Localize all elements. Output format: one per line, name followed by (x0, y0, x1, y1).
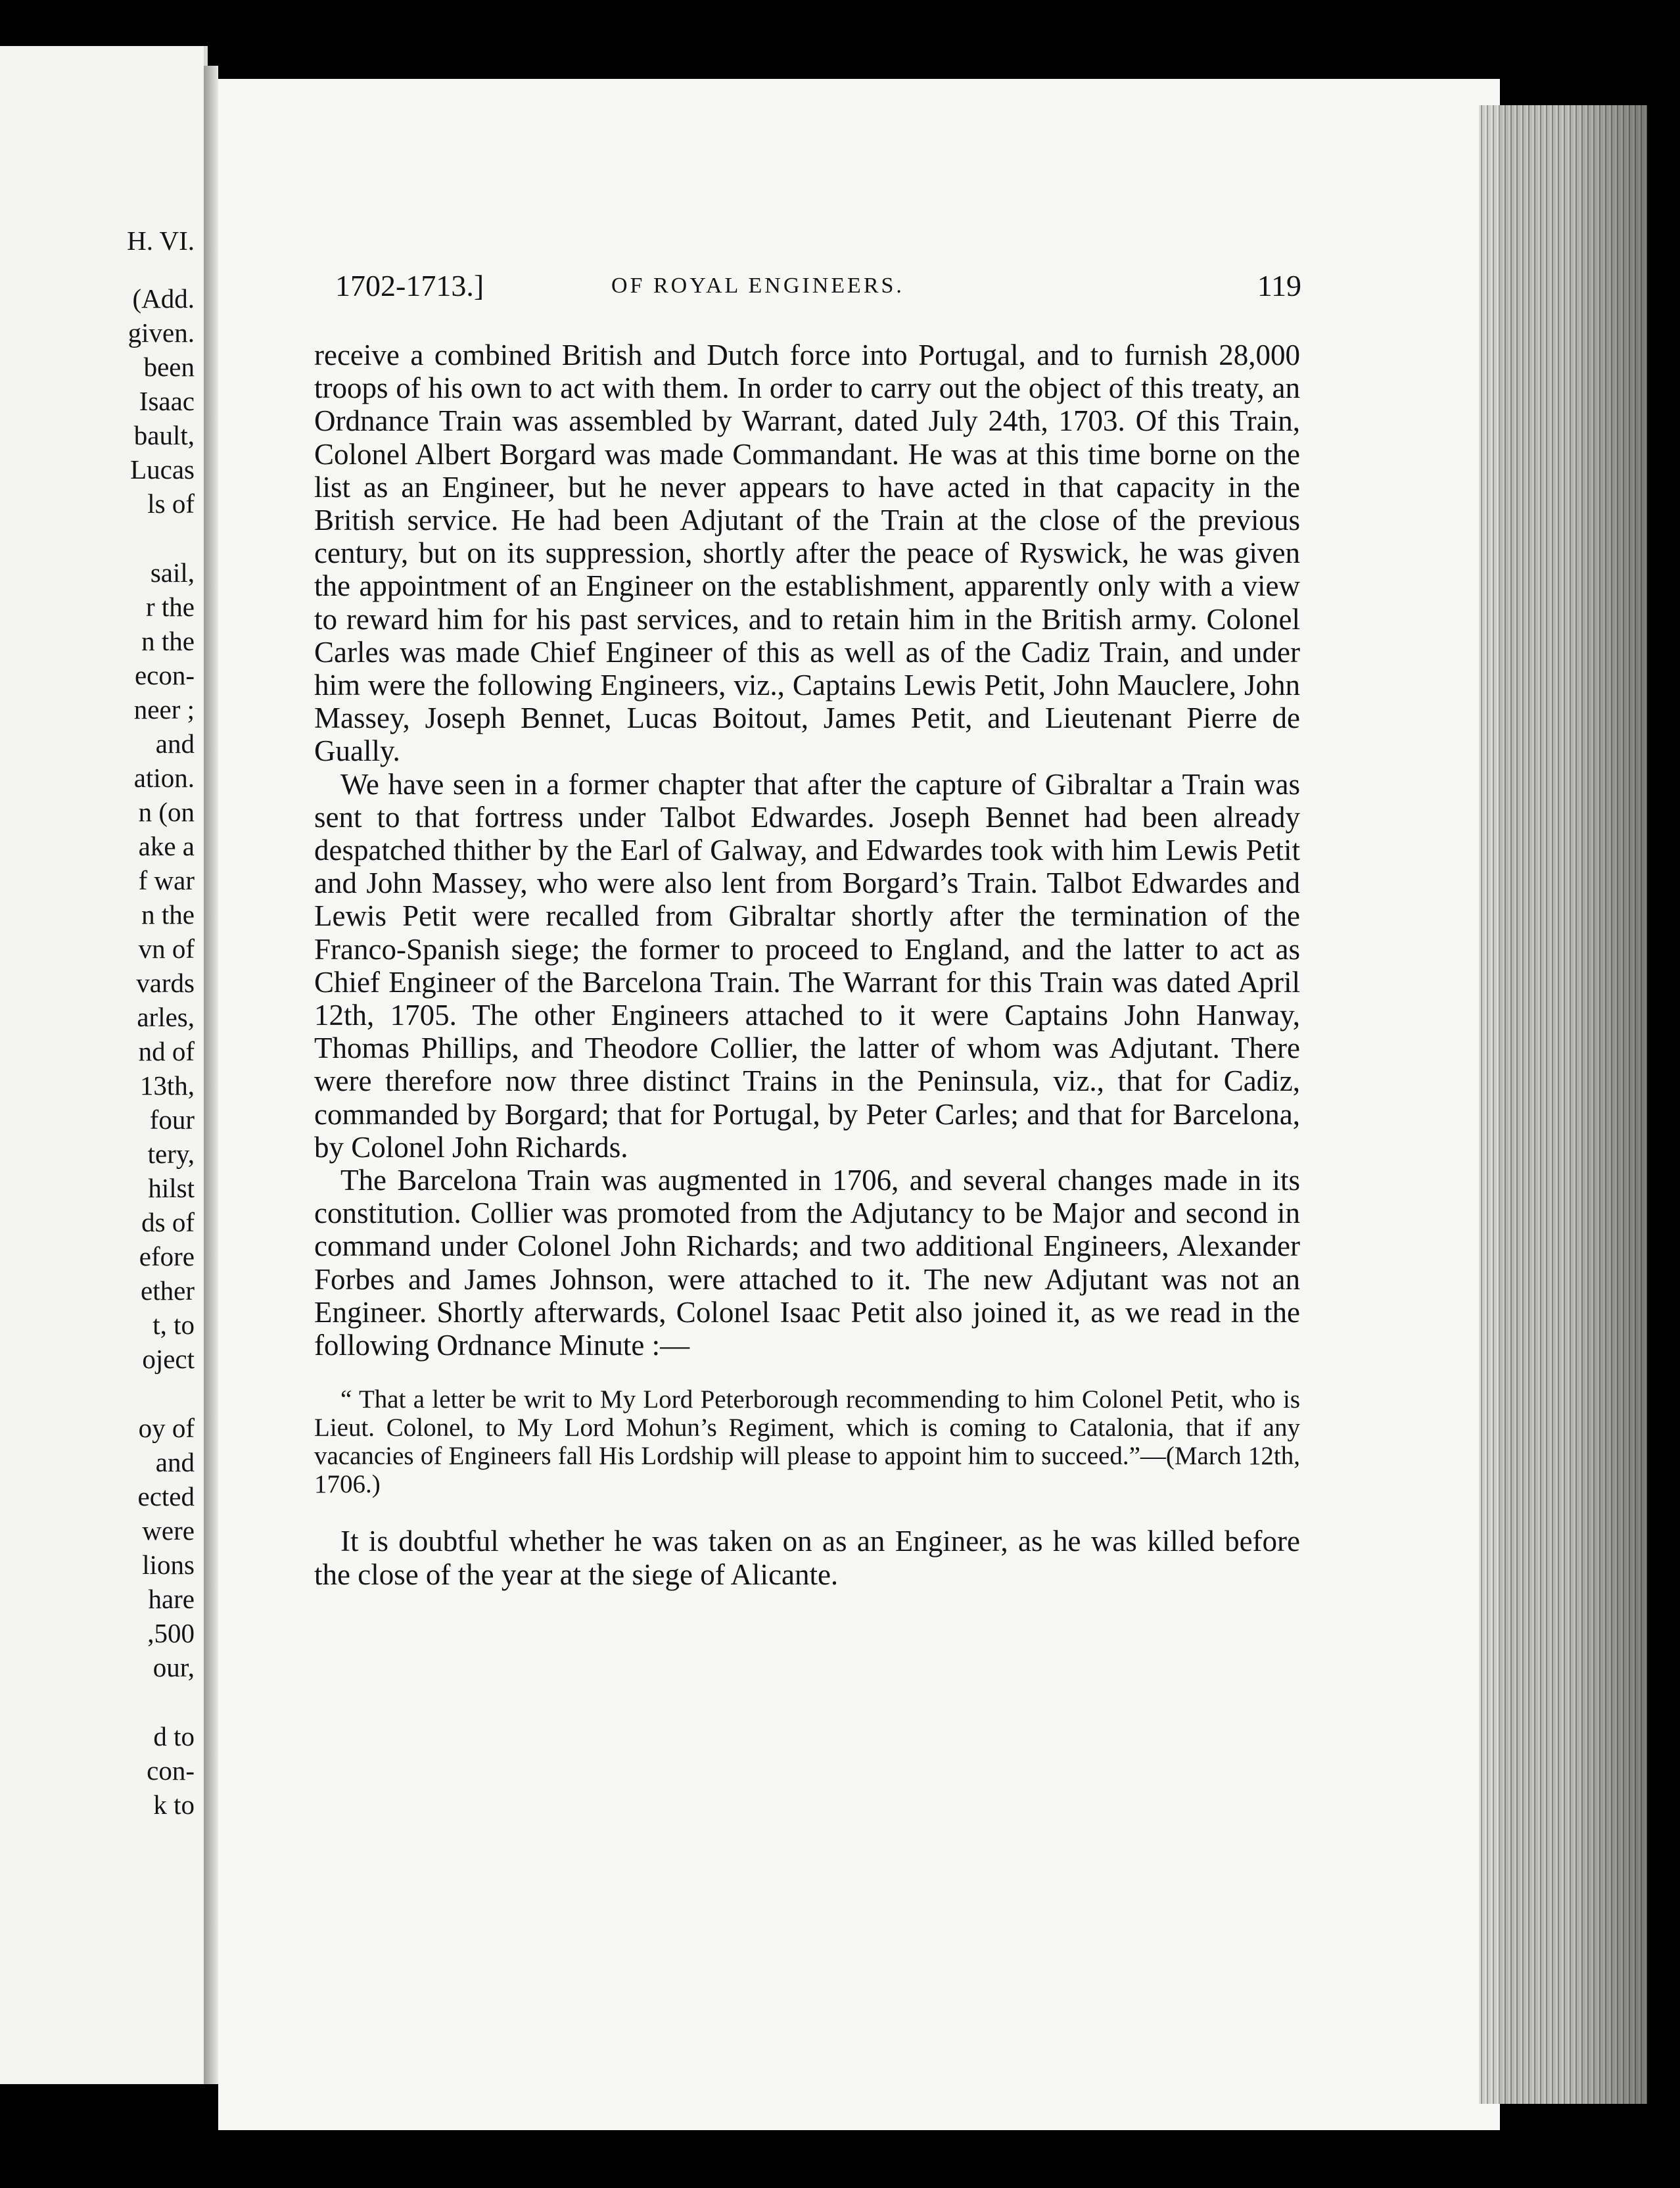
left-page-fragment: hilst (148, 1173, 195, 1203)
left-page-fragment: ls of (147, 488, 195, 519)
left-page-fragment: d to (153, 1721, 195, 1751)
left-page-fragment: r the (146, 592, 195, 622)
left-page-fragment: n the (141, 626, 195, 656)
left-page-fragment: con- (147, 1755, 195, 1786)
left-page-fragment: been (143, 352, 195, 382)
left-page-fragment: lions (142, 1550, 195, 1580)
left-page-fragment: ether (141, 1275, 195, 1306)
left-page-fragment: and (155, 1447, 195, 1477)
paragraph-1: receive a combined British and Dutch force into Portugal, and to furnish 28,000 troops of his own to act with them. In order to carry out the object of this treaty, an Ordnance Train was assembled by Warrant, dated July 24th, 1703. Of this Train, Colonel Albert Borgard was made Commandant. He was at this time borne on the list as an Engineer, but he never appears to have acted in that capacity in the British service. He had been Adjutant of the Train at the close of the previous century, but on its suppression, shortly after the peace of Ryswick, he was given the appointment of an Engineer on the establishment, apparently only with a view to reward him for his past services, and to retain him in the British army. Colonel Carles was made Chief Engineer of this as well as of the Cadiz Train, and under him were the following Engineers, viz., Captains Lewis Petit, John Mauclere, John Massey, Joseph Bennet, Lucas Boitout, James Petit, and Lieutenant Pierre de Gually. (314, 339, 1300, 768)
left-page-fragment: ation. (133, 763, 195, 793)
running-header (335, 268, 1301, 314)
page-edges-shadow (1564, 105, 1680, 2104)
left-page-fragment: n (on (138, 797, 195, 827)
left-page-fragment: 13th, (139, 1070, 195, 1101)
left-page-fragment: efore (139, 1241, 195, 1272)
left-page-fragment: ected (137, 1481, 195, 1511)
paragraph-2: We have seen in a former chapter that after the capture of Gibraltar a Train was sent to that fortress under Talbot Edwardes. Joseph Bennet had been already despatched thither by the Earl of Galway, and Edwardes took with him Lewis Petit and John Massey, who were also lent from Borgard’s Train. Talbot Edwardes and Lewis Petit were recalled from Gibraltar shortly after the termination of the Franco-Spanish siege; the former to proceed to England, and the latter to act as Chief Engineer of the Barcelona Train. The Warrant for this Train was dated April 12th, 1705. The other Engineers attached to it were Captains John Hanway, Thomas Phillips, and Theodore Collier, the latter of whom was Adjutant. There were therefore now three distinct Trains in the Peninsula, viz., that for Cadiz, commanded by Borgard; that for Portugal, by Peter Carles; and that for Barcelona, by Colonel John Richards. (314, 767, 1300, 1164)
left-page-fragment: Lucas (130, 454, 195, 485)
left-page-fragment: oject (142, 1344, 195, 1374)
left-page-fragment: ds of (141, 1207, 195, 1237)
left-page-fragment: neer ; (133, 694, 195, 725)
left-page-fragment: (Add. (132, 283, 195, 314)
body-text (314, 339, 1300, 1591)
page-number: 119 (1257, 269, 1301, 302)
left-page-fragment: n the (141, 899, 195, 930)
running-title: OF ROYAL ENGINEERS. (611, 274, 904, 298)
closing-paragraph: It is doubtful whether he was taken on as an Engineer, as he was killed before the close of the year at the siege of Alicante. (314, 1525, 1300, 1591)
ordnance-minute-quote: “ That a letter be writ to My Lord Peterborough recommending to him Colonel Petit, who is Lieut. Colonel, to My Lord Mohun’s Regiment, which is coming to Catalonia, that if any vacancies of Engineers fall His Lordship will please to appoint him to succeed.”—(March 12th, 1706.) (314, 1385, 1300, 1499)
left-page-fragment: econ- (134, 660, 195, 690)
left-page-fragment: H. VI. (127, 226, 195, 256)
header-years: 1702-1713.] (335, 269, 484, 302)
left-page-fragment: our, (152, 1652, 195, 1682)
left-page-fragment: hare (148, 1584, 195, 1614)
left-page-fragment: vards (136, 968, 195, 998)
left-page-fragment: nd of (138, 1036, 195, 1066)
left-page-fragment: four (149, 1105, 195, 1135)
left-page-fragment: given. (128, 318, 195, 348)
left-page-fragment: sail, (150, 558, 195, 588)
book-gutter (204, 66, 218, 2084)
left-page-fragment: arles, (137, 1002, 195, 1032)
left-page-fragment: vn of (138, 934, 195, 964)
left-page (0, 46, 208, 2084)
left-page-fragment: k to (153, 1790, 195, 1820)
left-page-fragment: ,500 (147, 1618, 195, 1648)
left-page-fragment: tery, (147, 1139, 195, 1169)
left-page-fragment: and (155, 728, 195, 759)
paragraph-3: The Barcelona Train was augmented in 1706, and several changes made in its constitution. Collier was promoted from the Adjutancy to be Major and second in command under Colonel John Richards; and two additional Engineers, Alexander Forbes and James Johnson, were attached to it. The new Adjutant was not an Engineer. Shortly afterwards, Colonel Isaac Petit also joined it, as we read in the following Ordnance Minute :— (314, 1164, 1300, 1362)
left-page-fragment: oy of (138, 1413, 195, 1443)
left-page-fragment: bault, (133, 420, 195, 450)
left-page-fragment: Isaac (139, 386, 195, 416)
left-page-fragment: ake a (138, 831, 195, 861)
left-page-fragment: f war (138, 865, 195, 895)
left-page-fragment: were (142, 1515, 195, 1546)
left-page-fragment: t, to (152, 1310, 195, 1340)
